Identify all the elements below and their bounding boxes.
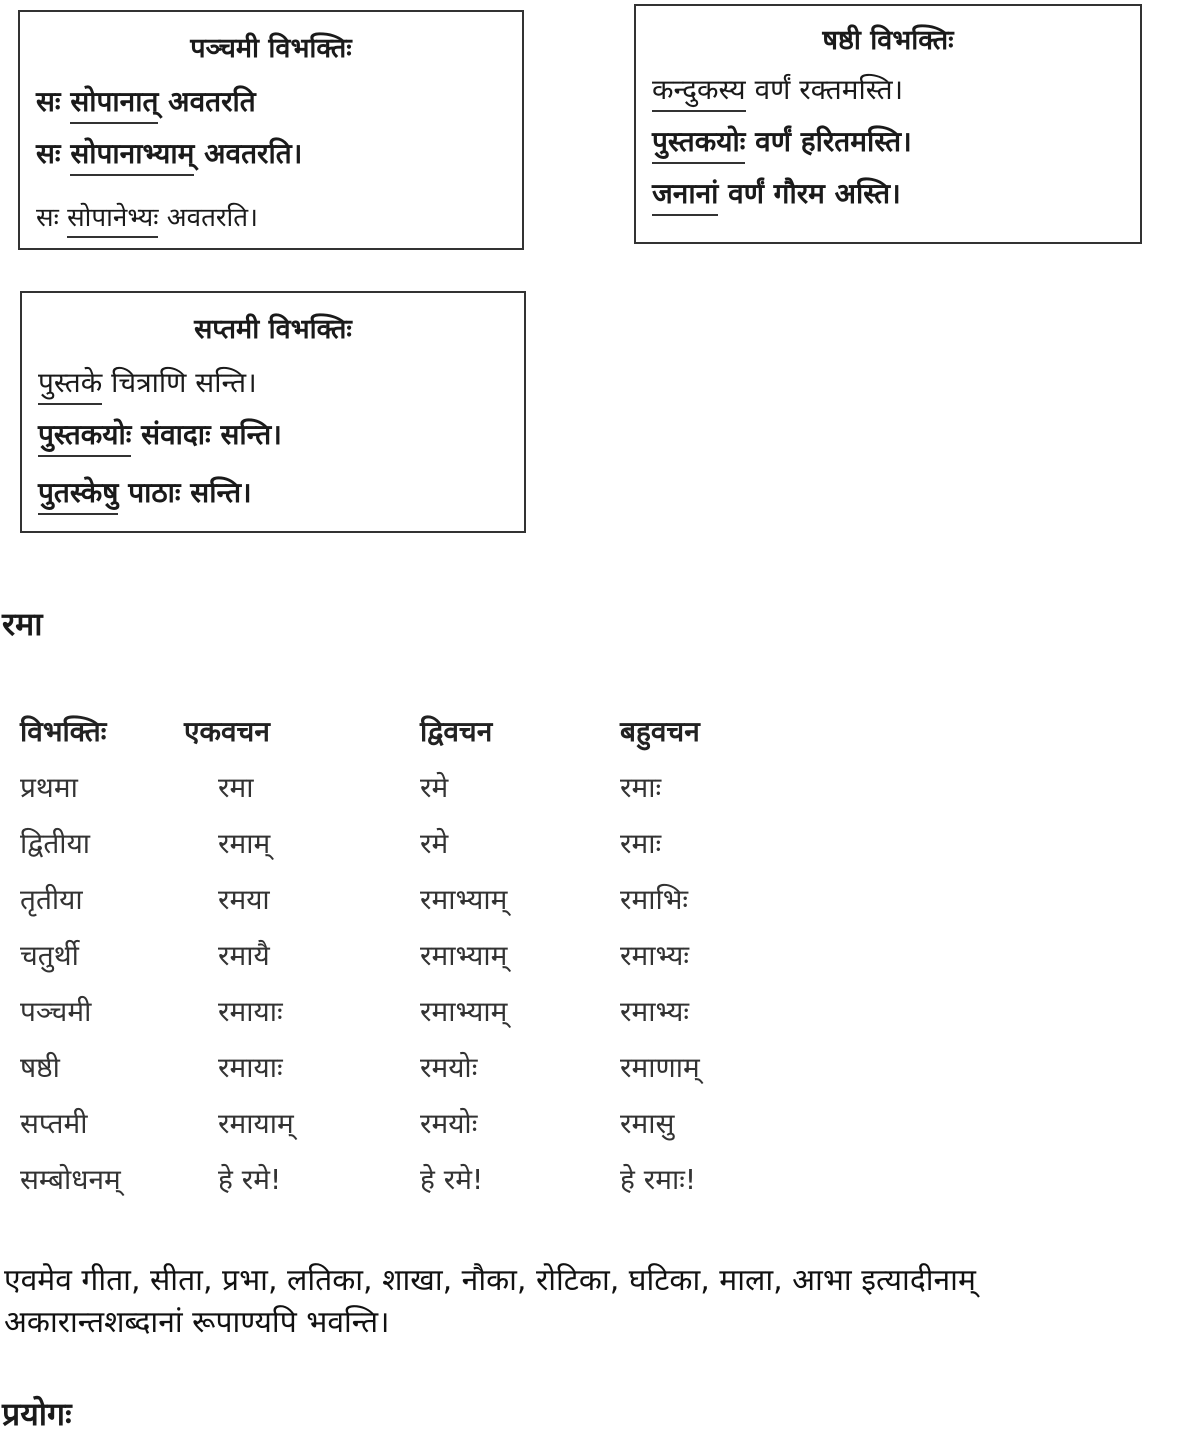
panchami-line-2: सः सोपानाभ्याम् अवतरति। bbox=[36, 134, 302, 176]
shashthi-line-1: कन्दुकस्य वर्णं रक्तमस्ति। bbox=[652, 70, 903, 112]
header-bahuvachan: बहुवचन bbox=[620, 715, 700, 748]
header-dvivachan: द्विवचन bbox=[420, 715, 493, 748]
saptami-line-2: पुस्तकयोः संवादाः सन्ति। bbox=[38, 415, 282, 457]
underlined-word: पुस्तकयोः bbox=[38, 415, 131, 457]
saptami-box bbox=[20, 291, 526, 533]
underlined-word: जनानां bbox=[652, 174, 718, 216]
paragraph-line-1: एवमेव गीता, सीता, प्रभा, लतिका, शाखा, नौका, रोटिका, घटिका, माला, आभा इत्यादीनाम् bbox=[4, 1263, 976, 1298]
panchami-line-1: सः सोपानात् अवतरति bbox=[36, 82, 256, 124]
header-vibhakti: विभक्तिः bbox=[20, 715, 107, 748]
saptami-title: सप्तमी विभक्तिः bbox=[194, 314, 352, 345]
paragraph bbox=[4, 1260, 1184, 1344]
word-heading: रमा bbox=[2, 605, 43, 643]
header-ekavachan: एकवचन bbox=[184, 715, 270, 748]
panchami-line-3: सः सोपानेभ्यः अवतरति। bbox=[36, 198, 258, 238]
shashthi-line-2: पुस्तकयोः वर्णं हरितमस्ति। bbox=[652, 122, 912, 164]
underlined-word: पुस्तके bbox=[38, 363, 102, 405]
prayoga-heading: प्रयोगः bbox=[2, 1395, 72, 1433]
paragraph-line-2: अकारान्तशब्दानां रूपाण्यपि भवन्ति। bbox=[4, 1305, 390, 1340]
shashthi-line-3: जनानां वर्णं गौरम अस्ति। bbox=[652, 174, 901, 216]
underlined-word: सोपानेभ्यः bbox=[67, 198, 158, 238]
underlined-word: पुस्तकयोः bbox=[652, 122, 745, 164]
underlined-word: सोपानात् bbox=[70, 82, 158, 124]
shashthi-title: षष्ठी विभक्तिः bbox=[822, 25, 954, 56]
panchami-title: पञ्चमी विभक्तिः bbox=[190, 33, 352, 64]
panchami-box bbox=[18, 10, 524, 250]
underlined-word: सोपानाभ्याम् bbox=[70, 134, 194, 176]
underlined-word: पुतस्केषु bbox=[38, 473, 118, 515]
saptami-line-3: पुतस्केषु पाठाः सन्ति। bbox=[38, 473, 252, 515]
saptami-line-1: पुस्तके चित्राणि सन्ति। bbox=[38, 363, 257, 405]
underlined-word: कन्दुकस्य bbox=[652, 70, 746, 112]
shashthi-box bbox=[634, 4, 1142, 244]
